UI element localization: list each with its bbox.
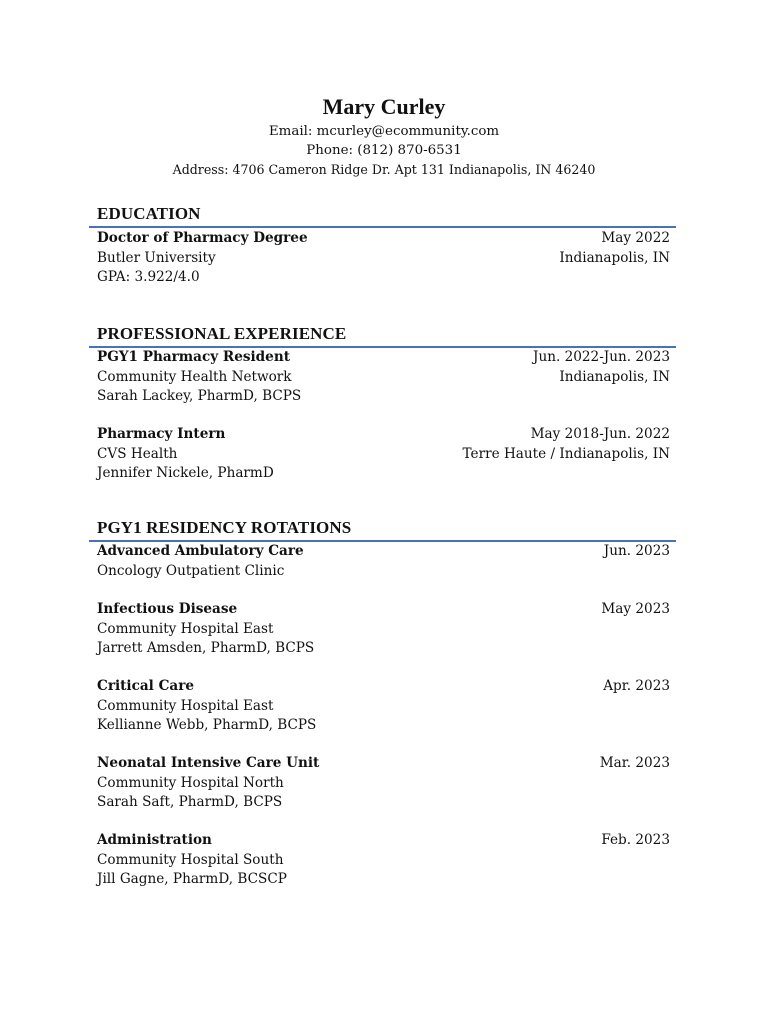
email-line: Email: mcurley@ecommunity.com: [268, 124, 500, 139]
entry-location: Terre Haute / Indianapolis, IN: [462, 445, 670, 462]
rotation-entry: [97, 831, 670, 890]
rotation-entry: [97, 754, 670, 813]
experience-section: [97, 323, 676, 481]
section-title: EDUCATION: [97, 204, 201, 223]
entry-date: Jun. 2022-Jun. 2023: [533, 349, 670, 365]
entry-title: Neonatal Intensive Care Unit: [97, 755, 320, 771]
entry-date: May 2018-Jun. 2022: [530, 426, 670, 442]
entry-title: Infectious Disease: [97, 601, 238, 617]
entry-title: Critical Care: [97, 678, 195, 694]
entry-organization: Butler University: [97, 249, 216, 266]
entry-organization: Community Health Network: [97, 368, 292, 385]
entry-detail: GPA: 3.922/4.0: [97, 269, 200, 285]
entry-organization: Community Hospital North: [97, 774, 284, 791]
entry-organization: Community Hospital South: [97, 851, 284, 868]
rotation-entry: [97, 600, 670, 659]
entry-title: PGY1 Pharmacy Resident: [97, 349, 290, 365]
entry-detail: Sarah Saft, PharmD, BCPS: [97, 794, 283, 810]
entry-organization: Community Hospital East: [97, 620, 274, 637]
section-divider: [89, 226, 676, 228]
resume-header: [0, 92, 768, 179]
person-name: Mary Curley: [322, 94, 446, 119]
entry-title: Doctor of Pharmacy Degree: [97, 230, 308, 246]
entry-organization: CVS Health: [97, 445, 178, 462]
entry-date: May 2022: [601, 230, 670, 246]
experience-entry: [97, 348, 670, 407]
entry-detail: Jill Gagne, PharmD, BCSCP: [97, 871, 287, 887]
entry-detail: Kellianne Webb, PharmD, BCPS: [97, 717, 317, 733]
section-title: PROFESSIONAL EXPERIENCE: [97, 324, 347, 343]
experience-entry: [97, 425, 670, 484]
entry-detail: Sarah Lackey, PharmD, BCPS: [97, 388, 302, 404]
entry-date: Feb. 2023: [601, 832, 670, 848]
entry-date: Jun. 2023: [603, 543, 670, 559]
rotations-section: [97, 517, 676, 887]
entry-date: Apr. 2023: [603, 678, 670, 694]
education-section: [97, 203, 676, 285]
entry-location: Indianapolis, IN: [559, 249, 670, 266]
entry-organization: Community Hospital East: [97, 697, 274, 714]
entry-title: Pharmacy Intern: [97, 426, 226, 442]
entry-detail: Jennifer Nickele, PharmD: [97, 465, 274, 481]
rotation-entry: [97, 677, 670, 736]
entry-detail: Jarrett Amsden, PharmD, BCPS: [97, 640, 315, 656]
phone-line: Phone: (812) 870-6531: [306, 143, 462, 158]
entry-organization: Oncology Outpatient Clinic: [97, 562, 285, 579]
section-title: PGY1 RESIDENCY ROTATIONS: [97, 518, 352, 537]
education-entry: [97, 229, 670, 288]
rotation-entry: [97, 542, 670, 581]
address-line: Address: 4706 Cameron Ridge Dr. Apt 131 Indianapolis, IN 46240: [172, 162, 596, 177]
entry-title: Advanced Ambulatory Care: [97, 543, 304, 559]
entry-date: Mar. 2023: [599, 755, 670, 771]
entry-title: Administration: [97, 832, 212, 848]
entry-date: May 2023: [601, 601, 670, 617]
entry-location: Indianapolis, IN: [559, 368, 670, 385]
